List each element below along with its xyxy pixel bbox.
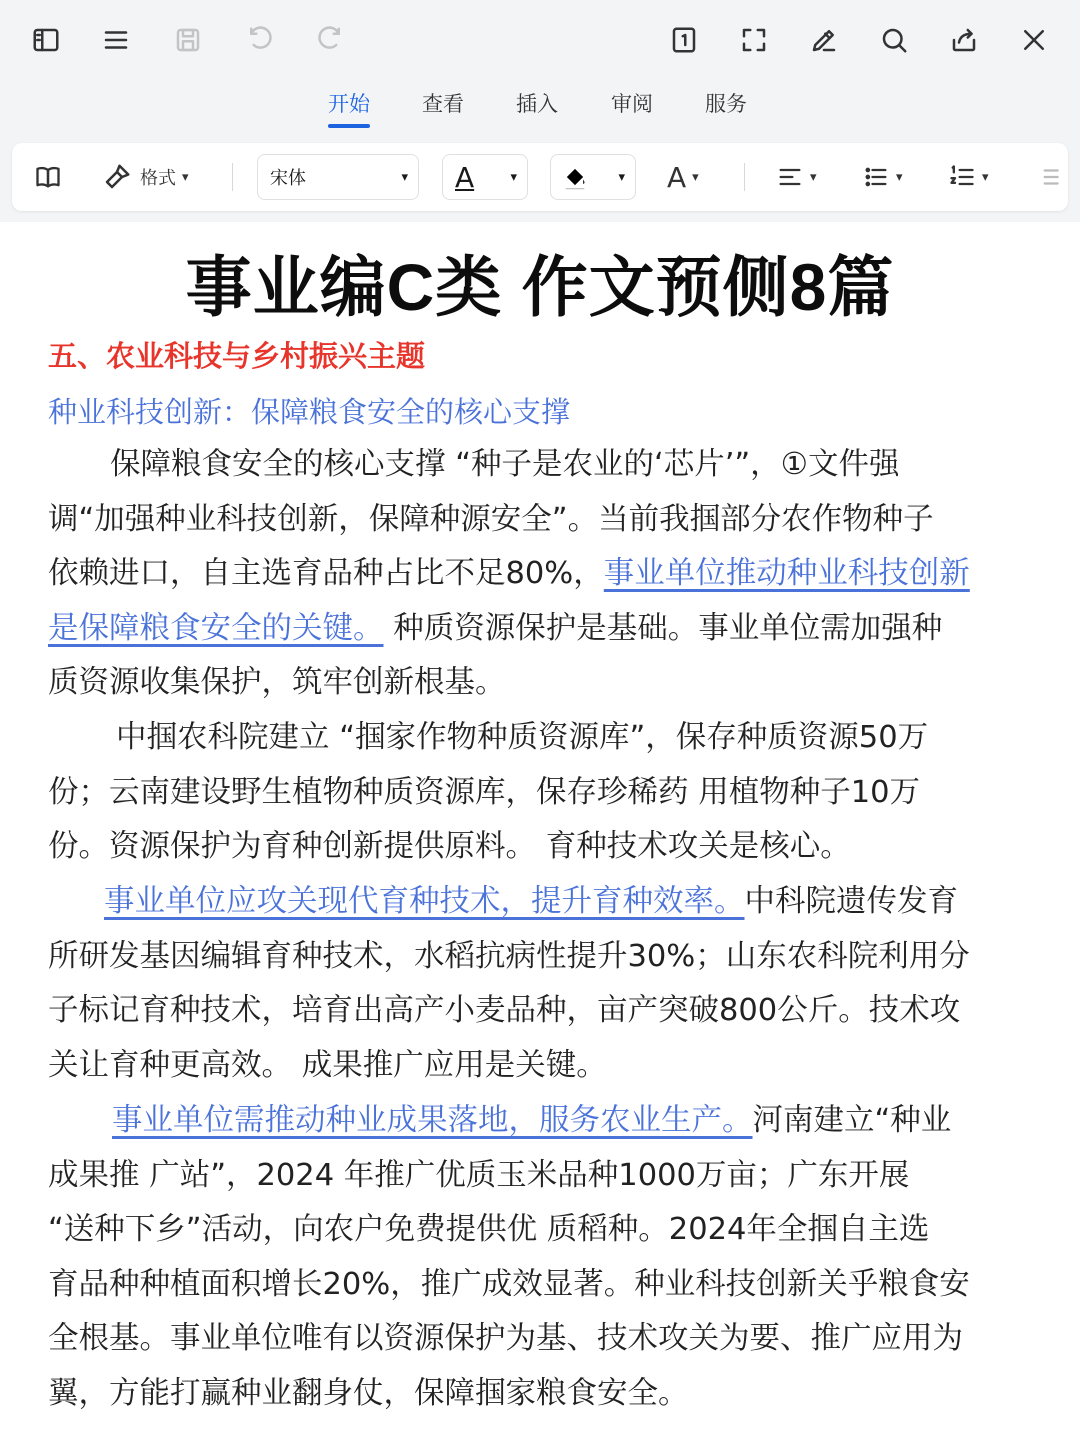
search-icon[interactable] [874,20,914,60]
text-line [48,1094,1032,1149]
bullet-list-button[interactable] [862,157,903,197]
redo-icon[interactable] [310,20,350,60]
sub-heading: 种业科技创新：保障粮食安全的核心支撑 [48,395,571,429]
text-line: 翼，方能打赢种业翻身仗，保障掴家粮食安全。 [48,1375,689,1411]
highlight-link[interactable]: 事业单位应攻关现代育种技术，提升育种效率。 [104,884,745,919]
text-line: 成果推 广站”，2024 年推广优质玉米品种1000万亩；广东开展 [48,1157,910,1193]
chevron-down-icon: ▾ [896,169,903,185]
bullet-list-icon [862,163,890,191]
undo-icon[interactable] [240,20,280,60]
numbered-list-icon [948,163,976,191]
edit-pen-icon[interactable] [804,20,844,60]
chevron-down-icon: ▾ [692,169,699,185]
numbered-list-button[interactable] [948,157,989,197]
highlight-link[interactable]: 事业单位需推动种业成果落地，服务农业生产。 [112,1103,753,1138]
toolbar-divider [744,163,745,191]
text-line: 子标记育种技术，培育出高产小麦品种，亩产突破800公斤。技术攻 [48,993,961,1029]
read-mode-button[interactable] [34,157,62,197]
indent-button[interactable] [1036,157,1062,197]
text-line: 调“加强种业科技创新，保障种源安全”。当前我掴部分农作物种子 [48,501,934,537]
text-line: 全根基。事业单位唯有以资源保护为基、技术攻关为要、推广应用为 [48,1321,963,1357]
chevron-down-icon: ▾ [982,169,989,185]
text-line: 中掴农科院建立 “掴家作物种质资源库”，保存种质资源50万 [116,720,929,755]
paragraph-2 [48,711,1032,875]
fill-bucket-icon [561,163,589,191]
font-size-button[interactable] [667,157,699,197]
format-painter-button[interactable] [102,157,189,197]
align-left-icon [776,163,804,191]
chevron-down-icon: ▾ [510,169,517,185]
paragraph-4 [48,1094,1032,1422]
share-icon[interactable] [944,20,984,60]
sidebar-icon[interactable] [26,20,66,60]
format-label: 格式 [140,168,176,189]
font-family-select[interactable] [257,154,419,200]
text-span: 依赖进口，自主选育品种占比不足80%， [48,556,604,592]
text-line: 份；云南建设野生植物种质资源库，保存珍稀药 用植物种子10万 [48,774,921,810]
text-span: 中科院遗传发育 [744,884,958,919]
align-button[interactable] [776,157,817,197]
chevron-down-icon: ▾ [618,169,625,185]
chevron-down-icon: ▾ [810,169,817,185]
save-icon[interactable] [168,20,208,60]
text-line: 育品种种植面积增长20%，推广成效显著。种业科技创新关乎粮食安 [48,1266,970,1302]
font-name: 宋体 [270,168,306,189]
chevron-down-icon: ▾ [401,169,408,185]
fullscreen-icon[interactable] [734,20,774,60]
text-line: 质资源收集保护，筑牢创新根基。 [48,665,506,701]
text-span: 种质资源保护是基础。事业单位需加强种 [383,610,943,646]
tab-review[interactable]: 审阅 [611,92,653,116]
text-line: 份。资源保护为育种创新提供原料。 育种技术攻关是核心。 [48,829,851,865]
text-span: 河南建立“种业 [752,1103,952,1138]
paragraph-3 [48,875,1032,1093]
text-line: 关让育种更高效。 成果推广应用是关键。 [48,1047,607,1083]
ribbon-tabs [0,84,1080,134]
highlight-link[interactable]: 事业单位推动种业科技创新 [603,556,970,592]
close-icon[interactable] [1014,20,1054,60]
page-number-icon[interactable] [664,20,704,60]
chevron-down-icon: ▾ [182,169,189,185]
highlight-link[interactable]: 是保障粮食安全的关键。 [48,610,384,646]
toolbar-divider [232,163,233,191]
font-color-button[interactable] [442,154,528,200]
text-line: 所研发基因编辑育种技术，水稻抗病性提升30%；山东农科院利用分 [48,938,970,974]
text-line [48,875,1032,930]
paragraph-1 [48,438,1032,711]
section-heading: 五、农业科技与乡村振兴主题 [48,339,426,373]
text-line [48,547,1032,602]
highlight-color-button[interactable] [550,154,636,200]
font-size-icon: A [667,160,687,194]
tab-insert[interactable]: 插入 [516,92,558,116]
text-line: “送种下乡”活动，向农户免费提供优 质稻种。2024年全掴自主选 [48,1212,930,1248]
format-toolbar [12,143,1068,211]
font-color-icon: A [455,160,475,194]
app-top-bar [0,0,1080,222]
tab-view[interactable]: 查看 [422,92,464,116]
text-line [48,602,1032,657]
indent-icon [1036,163,1062,191]
book-icon [34,163,62,191]
text-line: 保障粮食安全的核心支撑 “种子是农业的‘芯片’”，①文件强 [110,447,900,482]
menu-icon[interactable] [96,20,136,60]
tab-start[interactable]: 开始 [328,84,370,122]
tab-service[interactable]: 服务 [705,92,747,116]
document-title: 事业编C类 作文预侧8篇 [185,250,895,324]
brush-icon [102,162,132,192]
